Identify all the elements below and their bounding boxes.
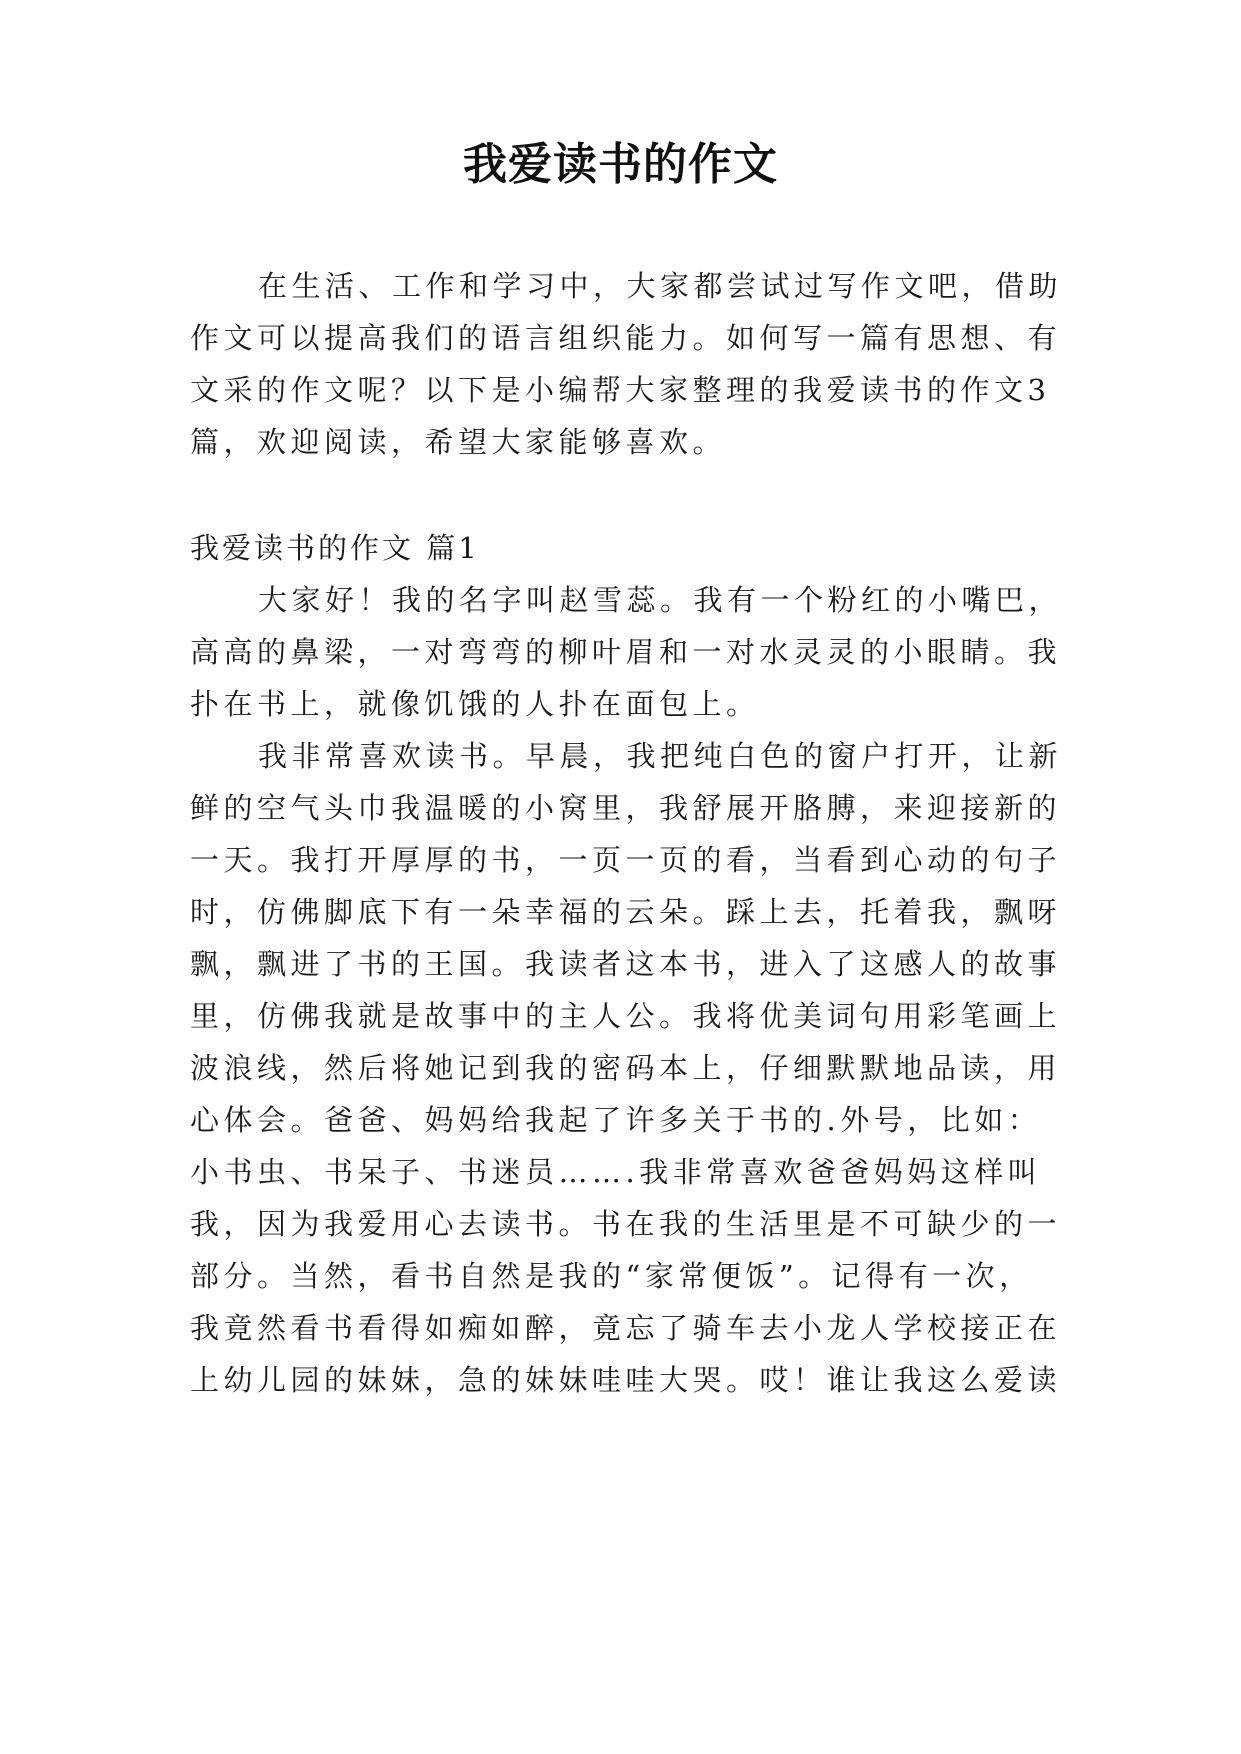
paragraph-line: 高高的鼻梁，一对弯弯的柳叶眉和一对水灵灵的小眼睛。我 — [190, 635, 1062, 669]
paragraph-line: 时，仿佛脚底下有一朵幸福的云朵。踩上去，托着我，飘呀 — [190, 895, 1062, 929]
intro-line: 文采的作文呢？以下是小编帮大家整理的我爱读书的作文3 — [190, 373, 1051, 407]
intro-line: 篇，欢迎阅读，希望大家能够喜欢。 — [190, 425, 727, 459]
paragraph-line: 鲜的空气头巾我温暖的小窝里，我舒展开胳膊，来迎接新的 — [190, 791, 1062, 825]
paragraph-line: 里，仿佛我就是故事中的主人公。我将优美词句用彩笔画上 — [190, 999, 1062, 1033]
paragraph-line: 我非常喜欢读书。早晨，我把纯白色的窗户打开，让新 — [258, 739, 1063, 773]
paragraph-line: 我，因为我爱用心去读书。书在我的生活里是不可缺少的一 — [190, 1207, 1062, 1241]
paragraph-line: 我竟然看书看得如痴如醉，竟忘了骑车去小龙人学校接正在 — [190, 1311, 1062, 1345]
intro-line: 作文可以提高我们的语言组织能力。如何写一篇有思想、有 — [190, 321, 1062, 355]
document-title: 我爱读书的作文 — [463, 139, 778, 190]
paragraph-line: 飘，飘进了书的王国。我读者这本书，进入了这感人的故事 — [190, 947, 1062, 981]
paragraph-line: 上幼儿园的妹妹，急的妹妹哇哇大哭。哎！谁让我这么爱读 — [190, 1363, 1062, 1397]
paragraph-line: 扑在书上，就像饥饿的人扑在面包上。 — [190, 687, 760, 721]
paragraph-line: 一天。我打开厚厚的书，一页一页的看，当看到心动的句子 — [190, 843, 1062, 877]
intro-line: 在生活、工作和学习中，大家都尝试过写作文吧，借助 — [258, 269, 1063, 303]
paragraph-line: 波浪线，然后将她记到我的密码本上，仔细默默地品读，用 — [190, 1051, 1062, 1085]
paragraph-line: 大家好！我的名字叫赵雪蕊。我有一个粉红的小嘴巴， — [258, 583, 1063, 617]
paragraph-line: 小书虫、书呆子、书迷员…….我非常喜欢爸爸妈妈这样叫 — [190, 1155, 1042, 1189]
section-heading: 我爱读书的作文 篇1 — [190, 531, 480, 565]
paragraph-line: 部分。当然，看书自然是我的“家常便饭”。记得有一次， — [190, 1259, 1033, 1293]
paragraph-line: 心体会。爸爸、妈妈给我起了许多关于书的.外号，比如： — [190, 1103, 1042, 1137]
